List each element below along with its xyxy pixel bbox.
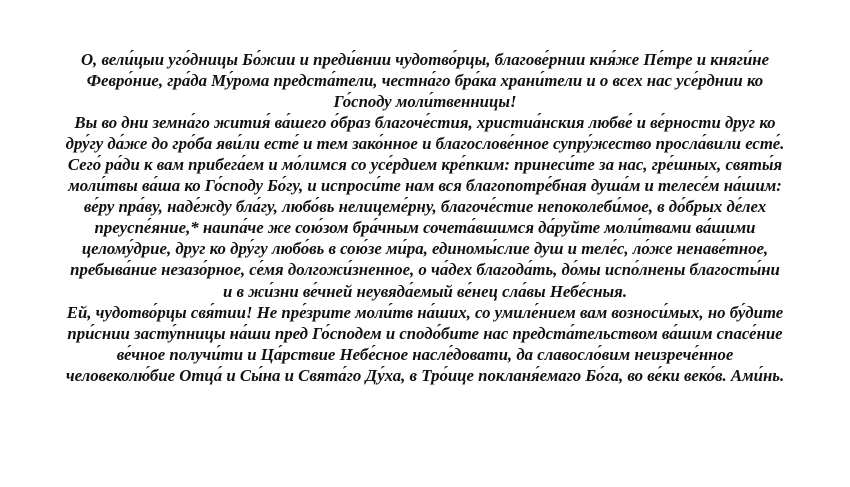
prayer-paragraph-petition: Сего́ ра́ди к вам прибега́ем и мо́лимся со усе́рдием кре́пким: принеси́те за нас, гре́шных, святы́я моли́твы ва́ша ко Го́споду Бо́гу, и испроси́те нам вся благопотре́бная душа́м и телесе́м на́шим: ве́ру пра́ву, наде́жду бла́гу, любо́вь нелицеме́рну, благоче́стие непоколеби́мое, в до́брых де́лех преуспе́яние,* наипа́че же сою́зом бра́чным сочета́вшимся да́руйте моли́твами ва́шими целому́дрие, друг ко дру́гу любо́вь в сою́зе ми́ра, единомы́слие душ и теле́с, ло́же ненаве́тное, пребыва́ние незазо́рное, се́мя долгожи́зненное, о ча́дех благода́ть, до́мы испо́лнены благосты́ни и в жи́зни ве́чней неувяда́емый ве́нец сла́вы Небе́сныя. (67, 155, 783, 301)
prayer-text (64, 49, 786, 386)
prayer-paragraph-earthly-life: Вы во дни земна́го жития́ ва́шего о́браз благоче́стия, христиа́нския любве́ и ве́рности друг ко дру́гу да́же до гро́ба яви́ли есте́ и тем зако́нное и благослове́нное супру́жество просла́вили есте́. (65, 113, 785, 154)
prayer-paragraph-invocation: О, вели́цыи уго́дницы Бо́жии и преди́внии чудотво́рцы, благове́рнии кня́же Пе́тре и княги́не Февро́ние, гра́да Му́рома предста́тели, честна́го бра́ка храни́тели и о всех нас усе́рднии ко Го́споду моли́твенницы! (80, 50, 770, 112)
prayer-paragraph-conclusion: Ей, чудотво́рцы свя́тии! Не пре́зрите моли́тв на́ших, со умиле́нием вам возноси́мых, но бу́дите при́снии засту́пницы на́ши пред Го́сподем и сподо́бите нас предста́тельством ва́шим спасе́ние ве́чное получи́ти и Ца́рствие Небе́сное насле́довати, да славосло́вим неизрече́нное человеколю́бие Отца́ и Сы́на и Свята́го Ду́ха, в Тро́ице покланя́емаго Бо́га, во ве́ки веко́в. Ами́нь. (65, 302, 785, 385)
